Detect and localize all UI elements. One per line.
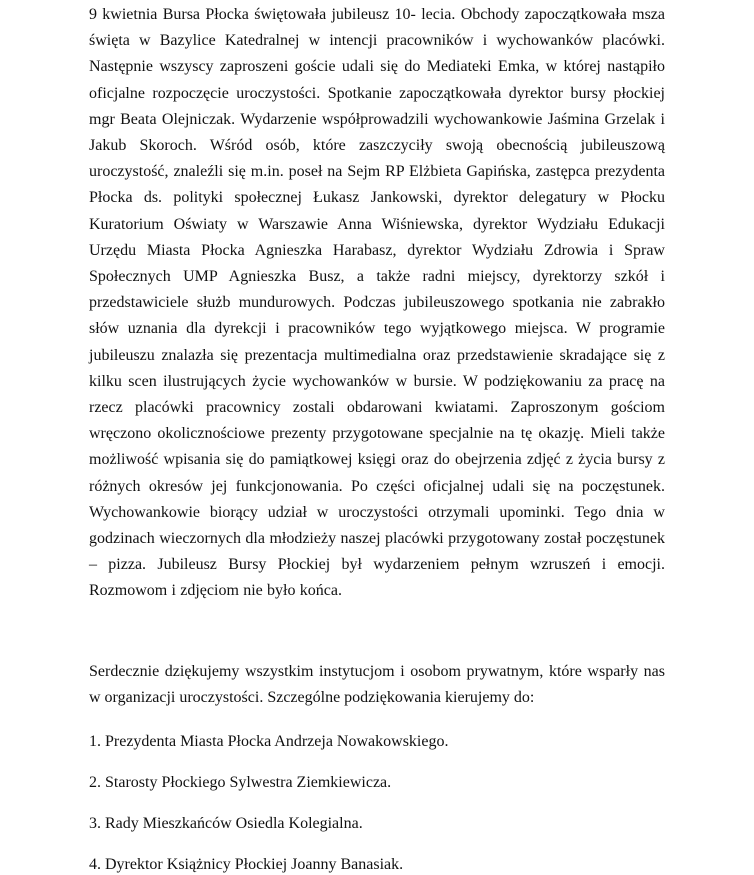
thanks-list — [89, 732, 665, 875]
article-paragraph: 9 kwietnia Bursa Płocka świętowała jubileusz 10- lecia. Obchody zapoczątkowała msza święta w Bazylice Katedralnej w intencji pracowników i wychowanków placówki. Następnie wszyscy zaproszeni goście udali się do Mediateki Emka, w której nastąpiło oficjalne rozpoczęcie uroczystości. Spotkanie zapoczątkowała dyrektor bursy płockiej mgr Beata Olejniczak. Wydarzenie współprowadzili wychowankowie Jaśmina Grzelak i Jakub Skoroch. Wśród osób, które zaszczyciły swoją obecnością jubileuszową uroczystość, znaleźli się m.in. poseł na Sejm RP Elżbieta Gapińska, zastępca prezydenta Płocka ds. polityki społecznej Łukasz Jankowski, dyrektor delegatury w Płocku Kuratorium Oświaty w Warszawie Anna Wiśniewska, dyrektor Wydziału Edukacji Urzędu Miasta Płocka Agnieszka Harabasz, dyrektor Wydziału Zdrowia i Spraw Społecznych UMP Agnieszka Busz, a także radni miejscy, dyrektorzy szkół i przedstawiciele służb mundurowych. Podczas jubileuszowego spotkania nie zabrakło słów uznania dla dyrekcji i pracowników tego wyjątkowego miejsca. W programie jubileuszu znalazła się prezentacja multimedialna oraz przedstawienie skradające się z kilku scen ilustrujących życie wychowanków w bursie. W podziękowaniu za pracę na rzecz placówki pracownicy zostali obdarowani kwiatami. Zaproszonym gościom wręczono okolicznościowe prezenty przygotowane specjalnie na tę okazję. Mieli także możliwość wpisania się do pamiątkowej księgi oraz do obejrzenia zdjęć z życia bursy z różnych okresów jej funkcjonowania. Po części oficjalnej udali się na poczęstunek. Wychowankowie biorący udział w uroczystości otrzymali upominki. Tego dnia w godzinach wieczornych dla młodzieży naszej placówki przygotowany został poczęstunek – pizza. Jubileusz Bursy Płockiej był wydarzeniem pełnym wzruszeń i emocji. Rozmowom i zdjęciom nie było końca. — [89, 6, 665, 600]
list-item: 2. Starosty Płockiego Sylwestra Ziemkiewicza. — [89, 773, 392, 791]
thanks-intro-paragraph: Serdecznie dziękujemy wszystkim instytucjom i osobom prywatnym, które wsparły nas w organizacji uroczystości. Szczególne podziękowania kierujemy do: — [89, 662, 665, 707]
list-item: 1. Prezydenta Miasta Płocka Andrzeja Nowakowskiego. — [89, 732, 449, 750]
list-item: 4. Dyrektor Książnicy Płockiej Joanny Banasiak. — [89, 855, 404, 873]
document-page — [89, 2, 665, 875]
list-item: 3. Rady Mieszkańców Osiedla Kolegialna. — [89, 814, 363, 832]
